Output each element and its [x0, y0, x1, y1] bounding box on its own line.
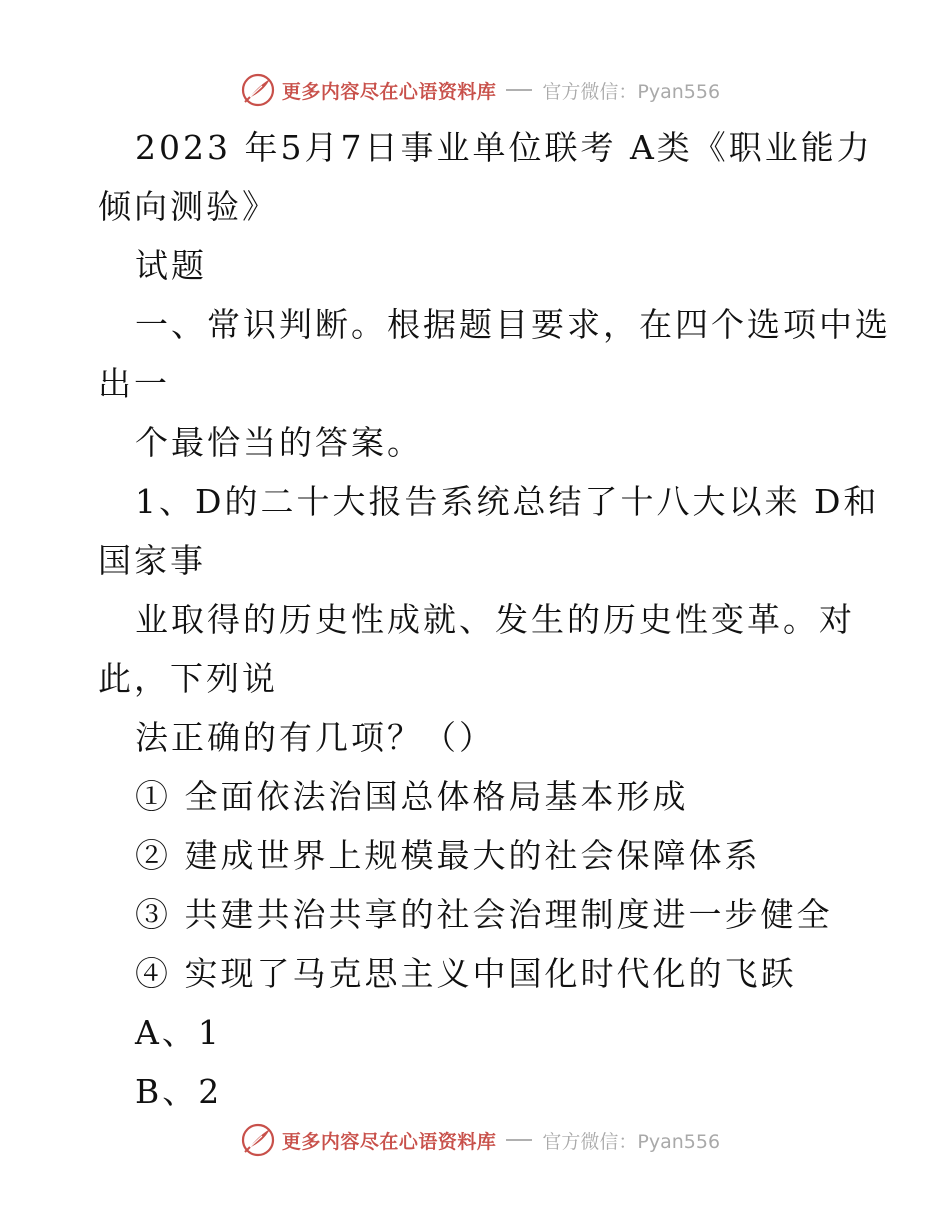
document-line: 一、常识判断。根据题目要求，在四个选项中选 [135, 305, 891, 344]
watermark-text: 更多内容尽在心语资料库 [281, 80, 497, 103]
document-line: 业取得的历史性成就、发生的历史性变革。对 [135, 600, 855, 639]
footer-watermark [0, 1120, 950, 1160]
watermark-suffix: 官方微信：Pyan556 [542, 1130, 721, 1153]
document-line: 国家事 [98, 541, 206, 580]
document-line: 法正确的有几项？（） [135, 718, 495, 757]
document-body [98, 118, 891, 1121]
document-line: 出一 [98, 364, 170, 403]
document-line: ① 全面依法治国总体格局基本形成 [135, 777, 689, 816]
document-line: A、1 [135, 1013, 222, 1052]
watermark-dash [506, 1139, 532, 1141]
document-line: 此，下列说 [98, 659, 278, 698]
document-line: ④ 实现了马克思主义中国化时代化的飞跃 [135, 954, 797, 993]
header-watermark [0, 70, 950, 110]
document-line: ② 建成世界上规模最大的社会保障体系 [135, 836, 761, 875]
feather-pen-circle-icon [240, 1122, 276, 1158]
watermark-group [240, 1122, 720, 1158]
feather-pen-circle-icon [240, 72, 276, 108]
document-line: ③ 共建共治共享的社会治理制度进一步健全 [135, 895, 833, 934]
document-line: B、2 [135, 1072, 223, 1111]
watermark-suffix: 官方微信：Pyan556 [542, 80, 721, 103]
watermark-dash [506, 89, 532, 91]
watermark-text: 更多内容尽在心语资料库 [281, 1130, 497, 1153]
document-line: 1、D的二十大报告系统总结了十八大以来 D和 [135, 482, 880, 521]
watermark-group [240, 72, 720, 108]
document-line: 个最恰当的答案。 [135, 423, 423, 462]
document-line: 2023 年5月7日事业单位联考 A类《职业能力 [135, 128, 873, 167]
document-line: 倾向测验》 [98, 187, 278, 226]
document-line: 试题 [135, 246, 207, 285]
